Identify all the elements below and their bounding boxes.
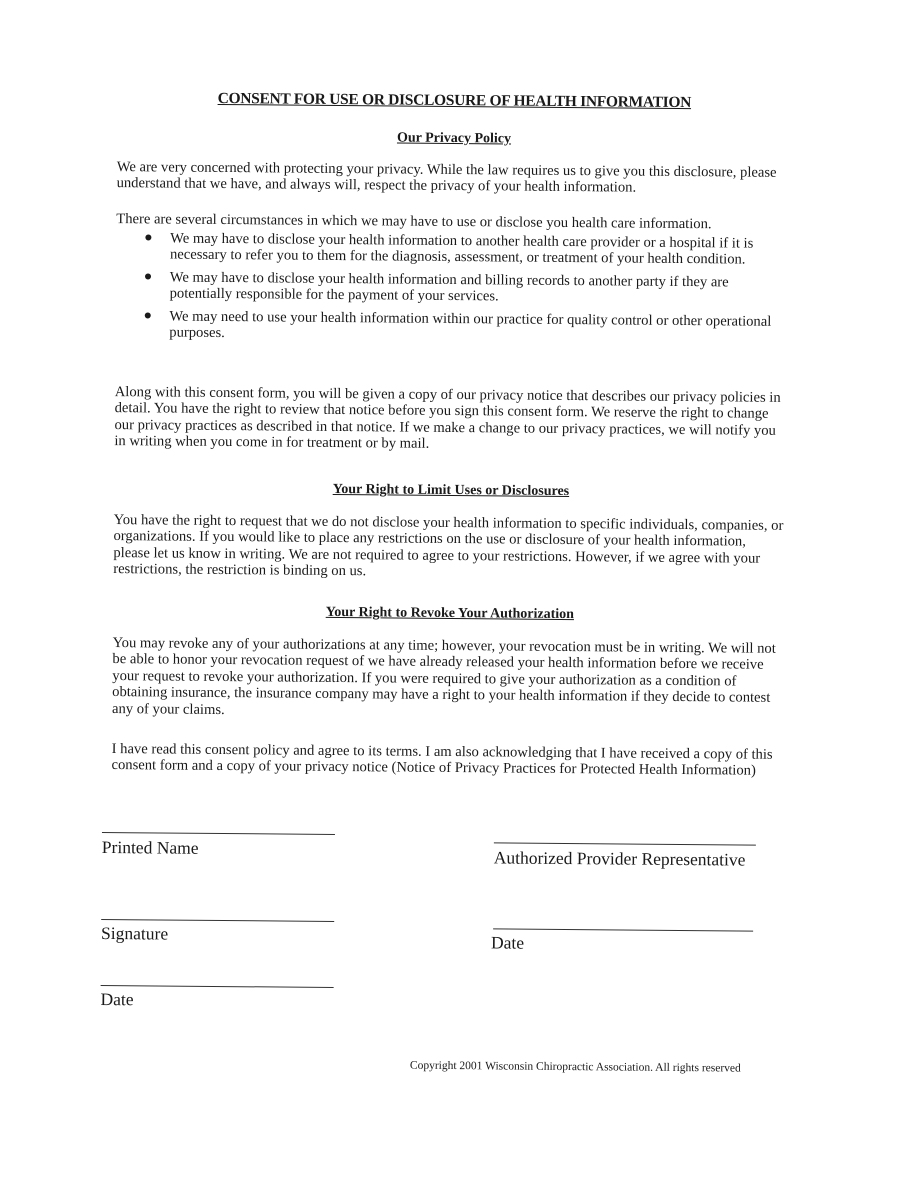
bullet-icon: ●	[144, 230, 153, 246]
limit-uses-paragraph: You have the right to request that we do not disclose your health information to specific individuals, companies, or organizations. If you would like to place any restrictions on the use or disclosure of your health information, please let us know in writing. We are not required to agree to your restrictions. However, if we agree with your restrictions, the restriction is binding on us.	[113, 512, 784, 580]
heading-privacy-policy: Our Privacy Policy	[396, 130, 512, 147]
printed-name-line[interactable]	[102, 832, 335, 835]
provider-date-label: Date	[490, 932, 525, 953]
patient-date-line[interactable]	[101, 985, 334, 988]
bullet-text: We may have to disclose your health information and billing records to another party if they are potentially responsible for the payment of your services.	[169, 269, 729, 305]
acknowledgement-paragraph: I have read this consent policy and agree to its terms. I am also acknowledging that I have received a copy of this consent form and a copy of your privacy notice (Notice of Privacy Practices for Protected Health Information)	[111, 741, 773, 780]
signature-label: Signature	[100, 922, 169, 944]
circumstances-list	[115, 230, 786, 352]
document-title: CONSENT FOR USE OR DISCLOSURE OF HEALTH INFORMATION	[217, 89, 692, 112]
provider-representative-line[interactable]	[494, 842, 756, 845]
heading-revoke-authorization: Your Right to Revoke Your Authorization	[325, 604, 575, 623]
list-item	[116, 230, 786, 269]
list-item	[115, 308, 785, 347]
printed-name-label: Printed Name	[101, 836, 199, 858]
bullet-text: We may need to use your health information within our practice for quality control or other operational purposes.	[169, 308, 772, 342]
privacy-intro-paragraph: We are very concerned with protecting your privacy. While the law requires us to give you this disclosure, please understand that we have, and always will, respect the privacy of your health information.	[116, 159, 777, 197]
signature-line[interactable]	[101, 919, 334, 922]
list-item	[116, 269, 786, 308]
copyright-notice: Copyright 2001 Wisconsin Chiropractic Association. All rights reserved	[409, 1059, 741, 1075]
bullet-text: We may have to disclose your health information to another health care provider or a hospital if it is necessary to refer you to them for the diagnosis, assessment, or treatment of your health condition.	[169, 230, 754, 268]
provider-date-line[interactable]	[493, 928, 753, 931]
bullet-icon: ●	[143, 269, 153, 285]
patient-date-label: Date	[100, 988, 134, 1010]
bullet-icon: ●	[143, 307, 153, 324]
privacy-notice-paragraph: Along with this consent form, you will be given a copy of our privacy notice that describes our privacy policies in detail. You have the right to review that notice before you sign this consent form. We reserve the right to change our privacy practices as described in that notice. If we make a change to our privacy practices, we will notify you in writing when you come in for treatment or by mail.	[114, 384, 781, 453]
provider-representative-label: Authorized Provider Representative	[493, 847, 746, 870]
circumstances-intro: There are several circumstances in which we may have to use or disclose you health care information.	[116, 211, 712, 233]
revoke-authorization-paragraph: You may revoke any of your authorizations at any time; however, your revocation must be in writing. We will not be able to honor your revocation request of we have already released your health information before we receive your request to revoke your authorization. If you were required to give your authorization as a condition of obtaining insurance, the insurance company may have a right to your health information if they decide to contest any of your claims.	[111, 635, 776, 718]
heading-limit-uses: Your Right to Limit Uses or Disclosures	[332, 481, 570, 500]
